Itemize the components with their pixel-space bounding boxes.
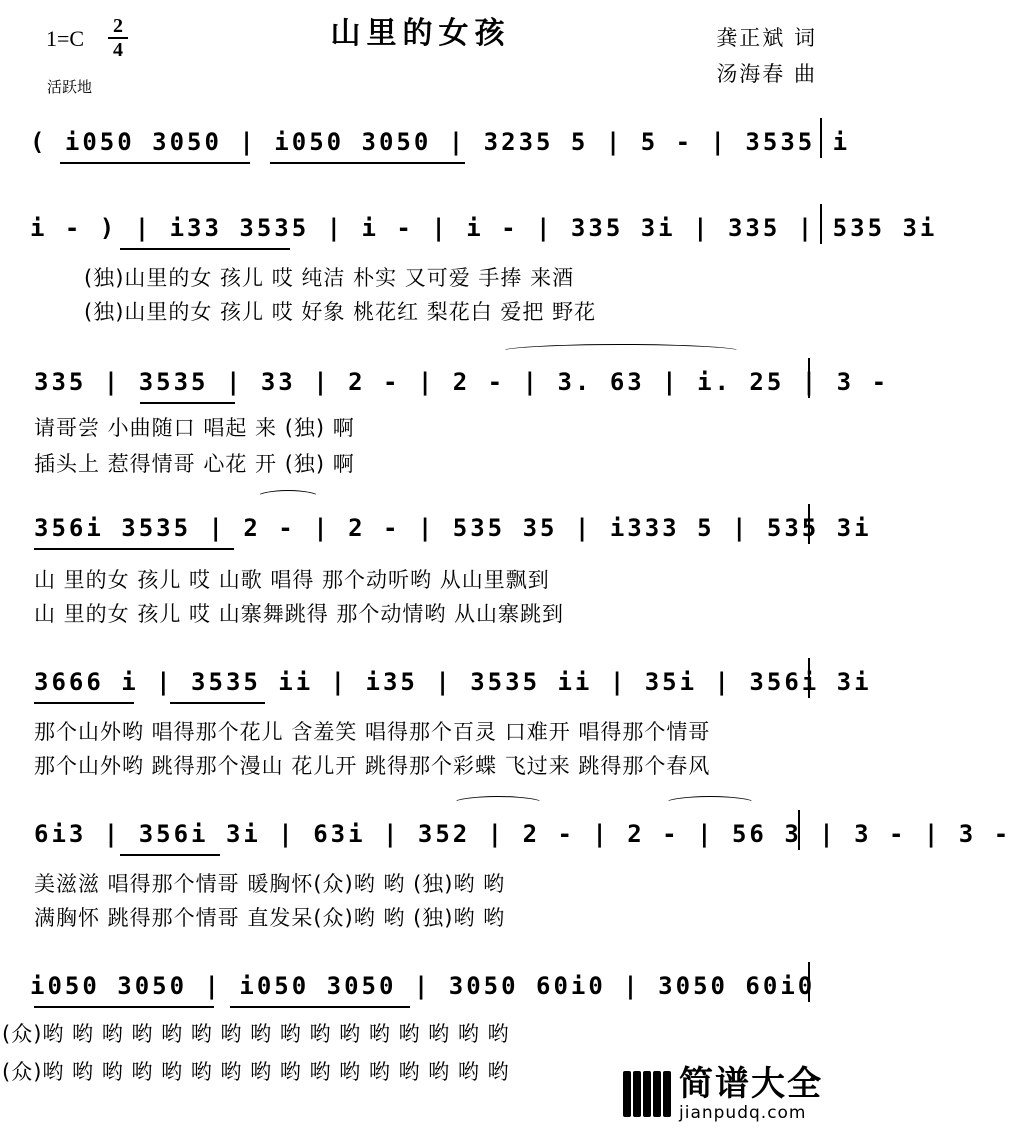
barline [808, 962, 810, 1002]
system-4-lyric-verse-1: 山 里的女 孩儿 哎 山歌 唱得 那个动听哟 从山里飘到 [34, 568, 550, 592]
watermark-name: 简谱大全 [679, 1064, 823, 1104]
time-signature-top: 2 [113, 15, 123, 37]
song-title: 山里的女孩 [330, 16, 511, 51]
system-7-lyric-verse-2: (众)哟 哟 哟 哟 哟 哟 哟 哟 哟 哟 哟 哟 哟 哟 哟 哟 [2, 1060, 510, 1084]
system-6-lyric-verse-1: 美滋滋 唱得那个情哥 暖胸怀(众)哟 哟 (独)哟 哟 [34, 872, 506, 896]
key-signature: 1=C [46, 26, 85, 51]
tie-slur [664, 796, 756, 811]
tie-slur [452, 796, 544, 811]
system-2-lyric-verse-1: (独)山里的女 孩儿 哎 纯洁 朴实 又可爱 手捧 来酒 [84, 266, 575, 290]
beam-underline [34, 548, 234, 550]
beam-underline [34, 1006, 214, 1008]
barline [820, 204, 822, 244]
watermark-url: jianpudq.com [679, 1103, 807, 1123]
system-5-lyric-verse-1: 那个山外哟 唱得那个花儿 含羞笑 唱得那个百灵 口难开 唱得那个情哥 [34, 720, 711, 744]
lyricist-credit: 龚正斌 词 [716, 26, 817, 50]
beam-underline [270, 162, 465, 164]
system-5-notes: 3666 i | 3535 ii | i35 | 3535 ii | 35i | 356i 3i [34, 668, 872, 696]
system-3-lyric-verse-1: 请哥尝 小曲随口 唱起 来 (独) 啊 [34, 416, 355, 440]
time-signature-bottom: 4 [113, 39, 123, 61]
watermark-logo [619, 1063, 827, 1125]
system-4-notes: 356i 3535 | 2 - | 2 - | 535 35 | i333 5 | 535 3i [34, 514, 872, 542]
system-7-notes: i050 3050 | i050 3050 | 3050 60i0 | 3050 60i0 [30, 972, 816, 1000]
tempo-marking: 活跃地 [47, 78, 93, 96]
beam-underline [230, 1006, 410, 1008]
barline [808, 358, 810, 398]
system-2-notes: i - ) | i33 3535 | i - | i - | 335 3i | 335 | 535 3i [30, 214, 938, 242]
system-6-notes: 6i3 | 356i 3i | 63i | 352 | 2 - | 2 - | 56 3 | 3 - | 3 - [34, 820, 1011, 848]
barline [820, 118, 822, 158]
system-3-notes: 335 | 3535 | 33 | 2 - | 2 - | 3. 63 | i. 25 | 3 - [34, 368, 890, 396]
system-5-lyric-verse-2: 那个山外哟 跳得那个漫山 花儿开 跳得那个彩蝶 飞过来 跳得那个春风 [34, 754, 711, 778]
time-signature [108, 16, 128, 60]
beam-underline [60, 162, 250, 164]
system-2-lyric-verse-2: (独)山里的女 孩儿 哎 好象 桃花红 梨花白 爱把 野花 [84, 300, 597, 324]
tie-slur [256, 490, 320, 505]
barline [808, 504, 810, 544]
beam-underline [140, 402, 235, 404]
system-4-lyric-verse-2: 山 里的女 孩儿 哎 山寨舞跳得 那个动情哟 从山寨跳到 [34, 602, 565, 626]
beam-underline [34, 702, 134, 704]
barline [808, 658, 810, 698]
system-6-lyric-verse-2: 满胸怀 跳得那个情哥 直发呆(众)哟 哟 (独)哟 哟 [34, 906, 506, 930]
beam-underline [120, 248, 290, 250]
barline [798, 810, 800, 850]
beam-underline [170, 702, 265, 704]
piano-keys-icon [623, 1071, 671, 1117]
system-3-lyric-verse-2: 插头上 惹得情哥 心花 开 (独) 啊 [34, 452, 355, 476]
beam-underline [120, 854, 220, 856]
composer-credit: 汤海春 曲 [716, 62, 817, 86]
tie-slur [500, 344, 742, 359]
system-1-notes: ( i050 3050 | i050 3050 | 3235 5 | 5 - | 3535 i [30, 128, 851, 156]
system-7-lyric-verse-1: (众)哟 哟 哟 哟 哟 哟 哟 哟 哟 哟 哟 哟 哟 哟 哟 哟 [2, 1022, 510, 1046]
